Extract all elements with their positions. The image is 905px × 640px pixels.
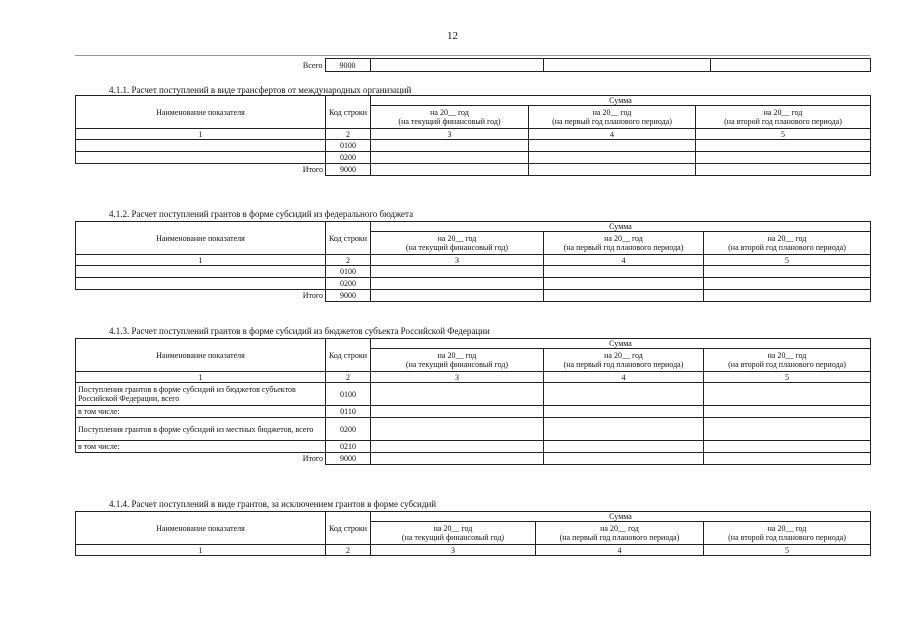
header-name: Наименование показателя bbox=[76, 222, 326, 255]
row-name: в том числе: bbox=[76, 406, 326, 418]
row-code: 0210 bbox=[326, 441, 371, 453]
col-num-1: 1 bbox=[76, 129, 326, 140]
table-row bbox=[76, 441, 871, 453]
col-num-3: 3 bbox=[371, 255, 544, 266]
page-number: 12 bbox=[447, 30, 458, 42]
header-code: Код строки bbox=[326, 512, 371, 545]
col-num-2: 2 bbox=[326, 129, 371, 140]
year1-label: на 20__ год bbox=[437, 351, 477, 360]
header-year3 bbox=[704, 522, 871, 545]
value-cell[interactable] bbox=[371, 418, 544, 441]
value-cell[interactable] bbox=[696, 152, 871, 164]
value-cell[interactable] bbox=[704, 441, 871, 453]
table-4-1-4 bbox=[75, 511, 871, 556]
year3-sublabel: (на второй год планового периода) bbox=[724, 117, 842, 126]
row-name-cell[interactable] bbox=[76, 152, 326, 164]
row-code: 0110 bbox=[326, 406, 371, 418]
year2-sublabel: (на первый год планового периода) bbox=[552, 117, 672, 126]
value-cell[interactable] bbox=[704, 418, 871, 441]
section-title-4-1-2: 4.1.2. Расчет поступлений грантов в форме субсидий из федерального бюджета bbox=[109, 209, 414, 219]
header-name: Наименование показателя bbox=[76, 96, 326, 129]
value-cell[interactable] bbox=[371, 164, 529, 176]
value-cell[interactable] bbox=[529, 164, 696, 176]
value-cell[interactable] bbox=[371, 290, 544, 302]
col-num-4: 4 bbox=[544, 372, 704, 383]
year1-sublabel: (на текущий финансовый год) bbox=[398, 117, 501, 126]
header-sum: Сумма bbox=[371, 512, 871, 522]
section-title-4-1-1: 4.1.1. Расчет поступлений в виде трансфертов от международных организаций bbox=[109, 85, 412, 95]
value-cell[interactable] bbox=[544, 406, 704, 418]
value-cell[interactable] bbox=[371, 140, 529, 152]
header-sum: Сумма bbox=[371, 96, 871, 106]
year3-sublabel: (на второй год планового периода) bbox=[728, 533, 846, 542]
value-cell[interactable] bbox=[529, 152, 696, 164]
col-num-1: 1 bbox=[76, 255, 326, 266]
col-num-5: 5 bbox=[704, 255, 871, 266]
year1-label: на 20__ год bbox=[433, 524, 473, 533]
header-code: Код строки bbox=[326, 96, 371, 129]
total-row bbox=[76, 290, 871, 302]
row-name-cell[interactable] bbox=[76, 266, 326, 278]
grand-total-label: Всего bbox=[75, 59, 325, 72]
total-row bbox=[76, 453, 871, 465]
grand-total-cell-5[interactable] bbox=[710, 59, 870, 72]
table-4-1-3 bbox=[75, 338, 871, 465]
row-name: в том числе: bbox=[76, 441, 326, 453]
value-cell[interactable] bbox=[704, 290, 871, 302]
value-cell[interactable] bbox=[544, 266, 704, 278]
year2-sublabel: (на первый год планового периода) bbox=[563, 243, 684, 252]
value-cell[interactable] bbox=[544, 278, 704, 290]
header-sum: Сумма bbox=[371, 222, 871, 232]
col-num-5: 5 bbox=[704, 545, 871, 556]
header-code: Код строки bbox=[326, 339, 371, 372]
row-name: Поступления грантов в форме субсидий из бюджетов субъектов Российской Федерации, всего bbox=[76, 383, 326, 406]
header-year3 bbox=[704, 232, 871, 255]
total-label: Итого bbox=[76, 290, 326, 302]
grand-total-code: 9000 bbox=[325, 59, 370, 72]
total-code: 9000 bbox=[326, 290, 371, 302]
header-name: Наименование показателя bbox=[76, 512, 326, 545]
header-year1 bbox=[371, 232, 544, 255]
year3-label: на 20__ год bbox=[763, 108, 803, 117]
header-sum: Сумма bbox=[371, 339, 871, 349]
year1-label: на 20__ год bbox=[430, 108, 469, 117]
year1-sublabel: (на текущий финансовый год) bbox=[401, 533, 505, 542]
table-4-1-1 bbox=[75, 95, 871, 176]
value-cell[interactable] bbox=[544, 453, 704, 465]
grand-total-table bbox=[75, 58, 871, 72]
col-num-3: 3 bbox=[371, 372, 544, 383]
year1-sublabel: (на текущий финансовый год) bbox=[405, 360, 509, 369]
value-cell[interactable] bbox=[704, 266, 871, 278]
row-name: Поступления грантов в форме субсидий из местных бюджетов, всего bbox=[76, 418, 326, 441]
total-code: 9000 bbox=[326, 164, 371, 176]
table-row bbox=[76, 266, 871, 278]
row-code: 0100 bbox=[326, 140, 371, 152]
header-year3 bbox=[704, 349, 871, 372]
table-row bbox=[76, 383, 871, 406]
row-code: 0200 bbox=[326, 278, 371, 290]
year2-sublabel: (на первый год планового периода) bbox=[563, 360, 684, 369]
value-cell[interactable] bbox=[371, 453, 544, 465]
header-year2 bbox=[544, 349, 704, 372]
total-label: Итого bbox=[76, 453, 326, 465]
table-row bbox=[76, 278, 871, 290]
header-year2 bbox=[544, 232, 704, 255]
value-cell[interactable] bbox=[371, 383, 544, 406]
year2-label: на 20__ год bbox=[600, 524, 639, 533]
row-name-cell[interactable] bbox=[76, 278, 326, 290]
year2-label: на 20__ год bbox=[604, 351, 643, 360]
table-row bbox=[76, 140, 871, 152]
row-code: 0100 bbox=[326, 266, 371, 278]
grand-total-cell-3[interactable] bbox=[370, 59, 543, 72]
year3-label: на 20__ год bbox=[767, 234, 807, 243]
col-num-3: 3 bbox=[371, 129, 529, 140]
col-num-4: 4 bbox=[529, 129, 696, 140]
year3-label: на 20__ год bbox=[767, 524, 807, 533]
value-cell[interactable] bbox=[704, 406, 871, 418]
table-row bbox=[76, 406, 871, 418]
header-year1 bbox=[371, 106, 529, 129]
row-code: 0200 bbox=[326, 152, 371, 164]
header-year1 bbox=[371, 349, 544, 372]
value-cell[interactable] bbox=[371, 152, 529, 164]
header-name: Наименование показателя bbox=[76, 339, 326, 372]
table-4-1-2 bbox=[75, 221, 871, 302]
col-num-4: 4 bbox=[536, 545, 704, 556]
row-code: 0200 bbox=[326, 418, 371, 441]
value-cell[interactable] bbox=[704, 383, 871, 406]
header-year3 bbox=[696, 106, 871, 129]
header-year2 bbox=[536, 522, 704, 545]
col-num-5: 5 bbox=[704, 372, 871, 383]
row-code: 0100 bbox=[326, 383, 371, 406]
value-cell[interactable] bbox=[696, 140, 871, 152]
section-title-4-1-4: 4.1.4. Расчет поступлений в виде грантов, за исключением грантов в форме субсидий bbox=[109, 499, 437, 509]
value-cell[interactable] bbox=[529, 140, 696, 152]
col-num-4: 4 bbox=[544, 255, 704, 266]
header-code: Код строки bbox=[326, 222, 371, 255]
col-num-2: 2 bbox=[326, 255, 371, 266]
col-num-5: 5 bbox=[696, 129, 871, 140]
table-row bbox=[76, 152, 871, 164]
col-num-1: 1 bbox=[76, 372, 326, 383]
value-cell[interactable] bbox=[371, 266, 544, 278]
header-year2 bbox=[529, 106, 696, 129]
table-row bbox=[76, 418, 871, 441]
year3-sublabel: (на второй год планового периода) bbox=[728, 243, 846, 252]
value-cell[interactable] bbox=[696, 164, 871, 176]
value-cell[interactable] bbox=[371, 441, 544, 453]
header-year1 bbox=[371, 522, 536, 545]
year3-sublabel: (на второй год планового периода) bbox=[728, 360, 846, 369]
value-cell[interactable] bbox=[371, 406, 544, 418]
value-cell[interactable] bbox=[704, 278, 871, 290]
total-label: Итого bbox=[76, 164, 326, 176]
value-cell[interactable] bbox=[544, 441, 704, 453]
year2-label: на 20__ год bbox=[604, 234, 643, 243]
col-num-2: 2 bbox=[326, 372, 371, 383]
col-num-1: 1 bbox=[76, 545, 326, 556]
section-title-4-1-3: 4.1.3. Расчет поступлений грантов в форме субсидий из бюджетов субъекта Российской Федерации bbox=[109, 326, 490, 336]
year2-label: на 20__ год bbox=[592, 108, 632, 117]
col-num-3: 3 bbox=[371, 545, 536, 556]
value-cell[interactable] bbox=[544, 418, 704, 441]
grand-total-cell-4[interactable] bbox=[543, 59, 710, 72]
col-num-2: 2 bbox=[326, 545, 371, 556]
total-row bbox=[76, 164, 871, 176]
top-divider bbox=[75, 55, 870, 56]
value-cell[interactable] bbox=[371, 278, 544, 290]
value-cell[interactable] bbox=[704, 453, 871, 465]
year2-sublabel: (на первый год планового периода) bbox=[559, 533, 680, 542]
year1-sublabel: (на текущий финансовый год) bbox=[405, 243, 509, 252]
row-name-cell[interactable] bbox=[76, 140, 326, 152]
value-cell[interactable] bbox=[544, 383, 704, 406]
value-cell[interactable] bbox=[544, 290, 704, 302]
year3-label: на 20__ год bbox=[767, 351, 807, 360]
year1-label: на 20__ год bbox=[437, 234, 477, 243]
total-code: 9000 bbox=[326, 453, 371, 465]
